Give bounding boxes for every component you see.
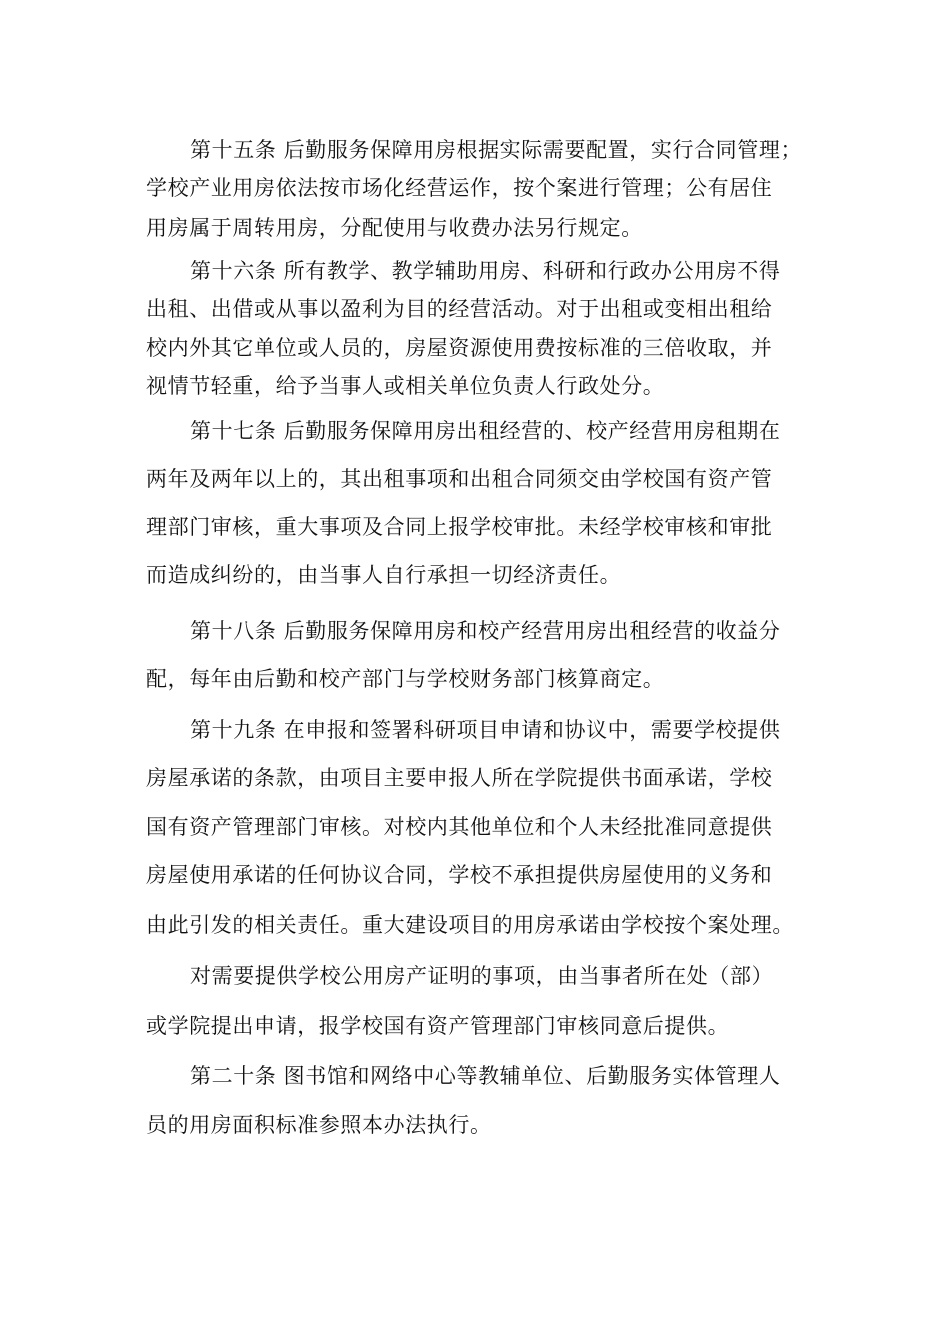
text-line: 出租、出借或从事以盈利为目的经营活动。对于出租或变相出租给 xyxy=(146,297,773,321)
text-line: 理部门审核，重大事项及合同上报学校审批。未经学校审核和审批 xyxy=(146,515,773,539)
text-line: 员的用房面积标准参照本办法执行。 xyxy=(146,1113,492,1137)
text-line: 对需要提供学校公用房产证明的事项，由当事者所在处（部） xyxy=(190,964,774,988)
text-line: 两年及两年以上的，其出租事项和出租合同须交由学校国有资产管 xyxy=(146,467,773,491)
text-line: 房屋使用承诺的任何协议合同，学校不承担提供房屋使用的义务和 xyxy=(146,863,773,887)
text-line: 而造成纠纷的，由当事人自行承担一切经济责任。 xyxy=(146,563,622,587)
text-line: 第十五条 后勤服务保障用房根据实际需要配置，实行合同管理； xyxy=(190,138,803,162)
text-line: 第十六条 所有教学、教学辅助用房、科研和行政办公用房不得 xyxy=(190,259,781,283)
text-line: 配，每年由后勤和校产部门与学校财务部门核算商定。 xyxy=(146,667,665,691)
text-line: 学校产业用房依法按市场化经营运作，按个案进行管理；公有居住 xyxy=(146,176,773,200)
text-line: 第十七条 后勤服务保障用房出租经营的、校产经营用房租期在 xyxy=(190,419,781,443)
text-line: 用房属于周转用房，分配使用与收费办法另行规定。 xyxy=(146,216,643,240)
text-line: 或学院提出申请，报学校国有资产管理部门审核同意后提供。 xyxy=(146,1014,730,1038)
text-line: 第十八条 后勤服务保障用房和校产经营用房出租经营的收益分 xyxy=(190,619,781,643)
text-line: 第十九条 在申报和签署科研项目申请和协议中，需要学校提供 xyxy=(190,718,781,742)
text-line: 房屋承诺的条款，由项目主要申报人所在学院提供书面承诺，学校 xyxy=(146,766,773,790)
text-line: 由此引发的相关责任。重大建设项目的用房承诺由学校按个案处理。 xyxy=(146,913,794,937)
text-line: 国有资产管理部门审核。对校内其他单位和个人未经批准同意提供 xyxy=(146,815,773,839)
text-line: 第二十条 图书馆和网络中心等教辅单位、后勤服务实体管理人 xyxy=(190,1064,781,1088)
text-line: 校内外其它单位或人员的，房屋资源使用费按标准的三倍收取，并 xyxy=(146,336,773,360)
text-line: 视情节轻重，给予当事人或相关单位负责人行政处分。 xyxy=(146,374,665,398)
